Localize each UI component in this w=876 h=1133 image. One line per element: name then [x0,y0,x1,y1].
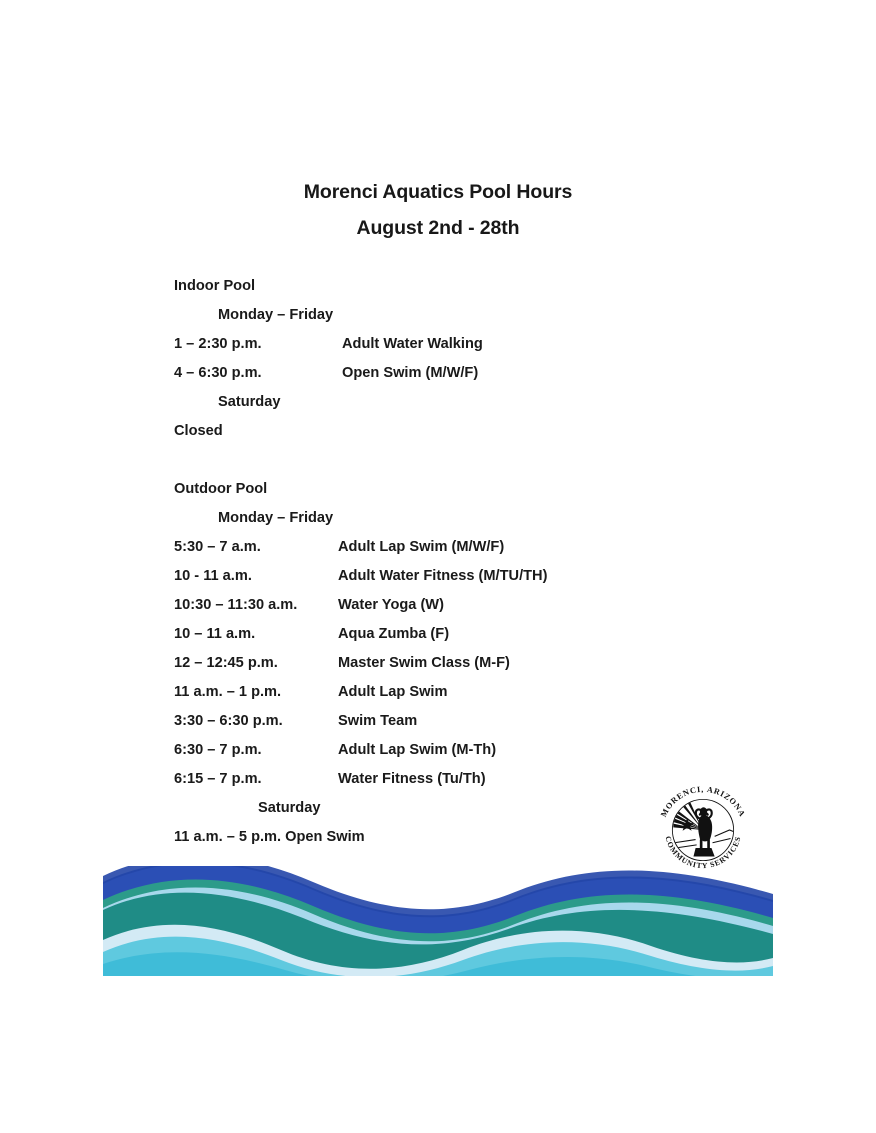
wave-banner-graphic [103,866,773,976]
weekday-label-indoor: Monday – Friday [218,307,334,323]
schedule-row [174,707,734,736]
entry-activity: Adult Lap Swim [338,684,448,700]
entry-time: 10 - 11 a.m. [174,568,252,584]
saturday-label-outdoor: Saturday [258,800,321,816]
seal-bottom-arc-text: COMMUNITY SERVICES [663,835,743,871]
saturday-hours-outdoor: 11 a.m. – 5 p.m. Open Swim [174,829,365,845]
entry-time: 5:30 – 7 a.m. [174,539,261,555]
entry-time: 11 a.m. – 1 p.m. [174,684,282,700]
saturday-label-indoor: Saturday [218,394,281,410]
schedule-row [174,678,734,707]
entry-time: 6:30 – 7 p.m. [174,742,262,758]
entry-activity: Adult Water Walking [342,336,483,352]
pool-schedule [174,272,734,852]
schedule-row [174,649,734,678]
schedule-row [174,562,734,591]
saturday-hours-indoor: Closed [174,423,223,439]
seal-top-arc-text: MORENCI, ARIZONA [658,784,747,819]
title-line-1: Morenci Aquatics Pool Hours [303,181,573,203]
entry-time: 6:15 – 7 p.m. [174,771,262,787]
entry-time: 4 – 6:30 p.m. [174,365,262,381]
entry-time: 10 – 11 a.m. [174,626,256,642]
entry-activity: Water Yoga (W) [338,597,444,613]
section-heading-indoor: Indoor Pool [174,278,256,294]
entry-activity: Open Swim (M/W/F) [342,365,479,381]
schedule-row [174,359,734,388]
schedule-row [174,533,734,562]
entry-activity: Adult Water Fitness (M/TU/TH) [338,568,548,584]
entry-activity: Aqua Zumba (F) [338,626,450,642]
entry-time: 10:30 – 11:30 a.m. [174,597,298,613]
weekday-label-outdoor: Monday – Friday [218,510,334,526]
schedule-row [174,330,734,359]
entry-activity: Adult Lap Swim (M-Th) [338,742,497,758]
section-heading-outdoor: Outdoor Pool [174,481,268,497]
schedule-row [174,591,734,620]
entry-activity: Adult Lap Swim (M/W/F) [338,539,505,555]
schedule-row [174,620,734,649]
page-title [0,174,876,246]
entry-activity: Water Fitness (Tu/Th) [338,771,486,787]
entry-time: 1 – 2:30 p.m. [174,336,262,352]
title-line-2: August 2nd - 28th [356,217,520,239]
entry-time: 12 – 12:45 p.m. [174,655,278,671]
section-indoor-pool [174,272,734,446]
entry-activity: Swim Team [338,713,418,729]
schedule-row [174,736,734,765]
entry-activity: Master Swim Class (M-F) [338,655,510,671]
entry-time: 3:30 – 6:30 p.m. [174,713,283,729]
